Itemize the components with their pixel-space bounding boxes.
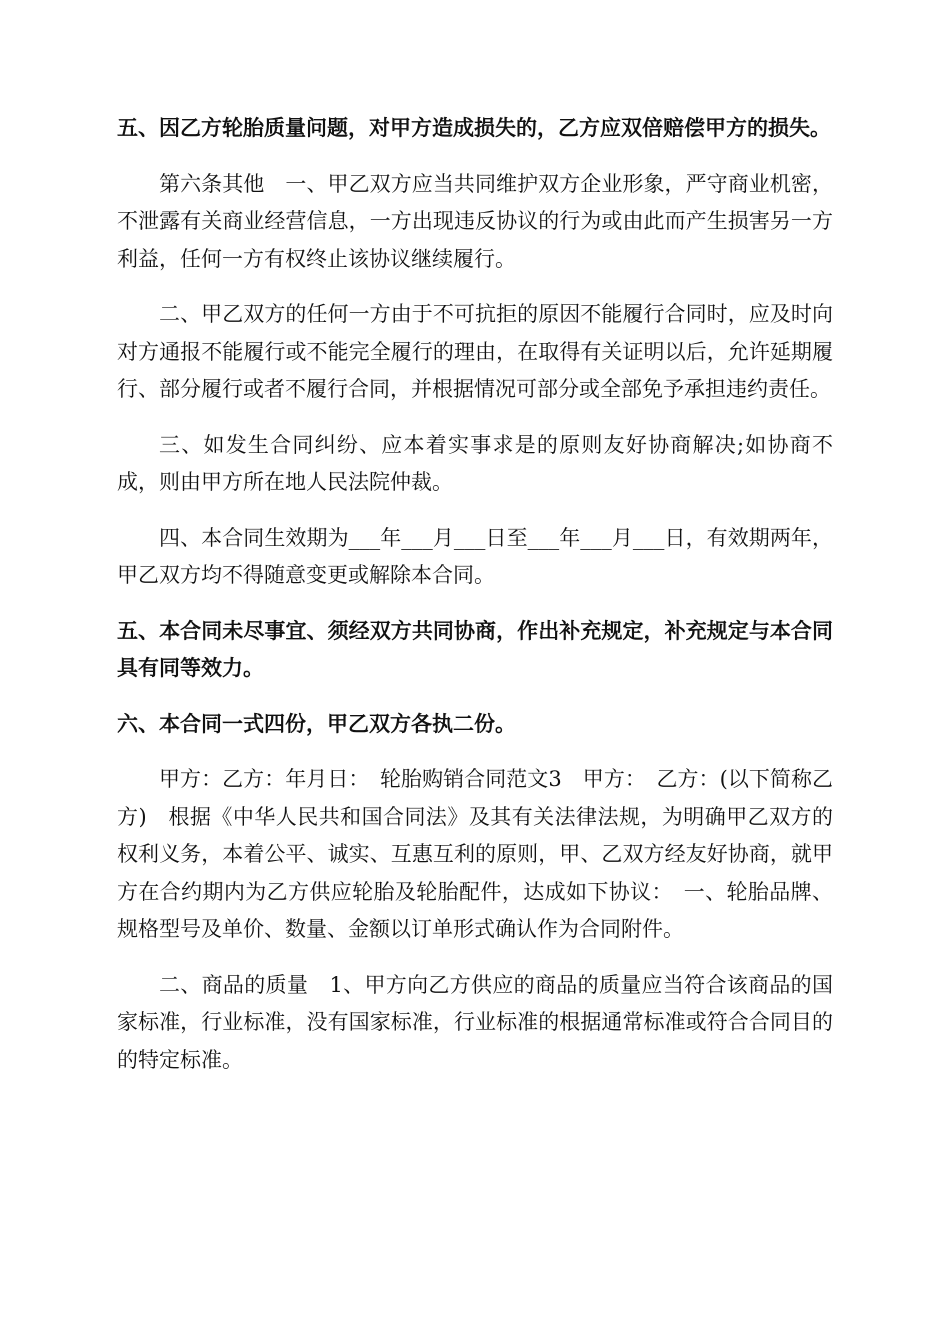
clause-validity-period: 四、本合同生效期为___年___月___日至___年___月___日，有效期两年，甲乙双方均不得随意变更或解除本合同。 <box>117 525 833 587</box>
clause-five-compensation: 五、因乙方轮胎质量问题，对甲方造成损失的，乙方应双倍赔偿甲方的损失。 <box>117 116 831 140</box>
document-page <box>117 110 833 1097</box>
contract-sample-three-intro: 甲方：乙方：年月日： 轮胎购销合同范文3 甲方： 乙方：(以下简称乙方) 根据《中华人民共和国合同法》及其有关法律法规，为明确甲乙双方的权利义务，本着公平、诚实、互惠互利的原则，甲、乙双方经友好协商，就甲方在合约期内为乙方供应轮胎及轮胎配件，达成如下协议： 一、轮胎品牌、规格型号及单价、数量、金额以订单形式确认作为合同附件。 <box>117 767 833 941</box>
clause-copies: 六、本合同一式四份，甲乙双方各执二份。 <box>117 711 516 736</box>
clause-force-majeure: 二、甲乙双方的任何一方由于不可抗拒的原因不能履行合同时，应及时向对方通报不能履行或不能完全履行的理由，在取得有关证明以后，允许延期履行、部分履行或者不履行合同，并根据情况可部分或全部免予承担违约责任。 <box>117 302 833 401</box>
article-six-confidentiality: 第六条其他 一、甲乙双方应当共同维护双方企业形象，严守商业机密，不泄露有关商业经营信息，一方出现违反协议的行为或由此而产生损害另一方利益，任何一方有权终止该协议继续履行。 <box>117 171 833 271</box>
clause-dispute-resolution: 三、如发生合同纠纷、应本着实事求是的原则友好协商解决;如协商不成，则由甲方所在地人民法院仲裁。 <box>117 432 833 494</box>
clause-supplementary-provisions: 五、本合同未尽事宜、须经双方共同协商，作出补充规定，补充规定与本合同具有同等效力。 <box>117 618 833 680</box>
clause-product-quality: 二、商品的质量 1、甲方向乙方供应的商品的质量应当符合该商品的国家标准，行业标准，没有国家标准，行业标准的根据通常标准或符合合同目的的特定标准。 <box>117 972 833 1072</box>
